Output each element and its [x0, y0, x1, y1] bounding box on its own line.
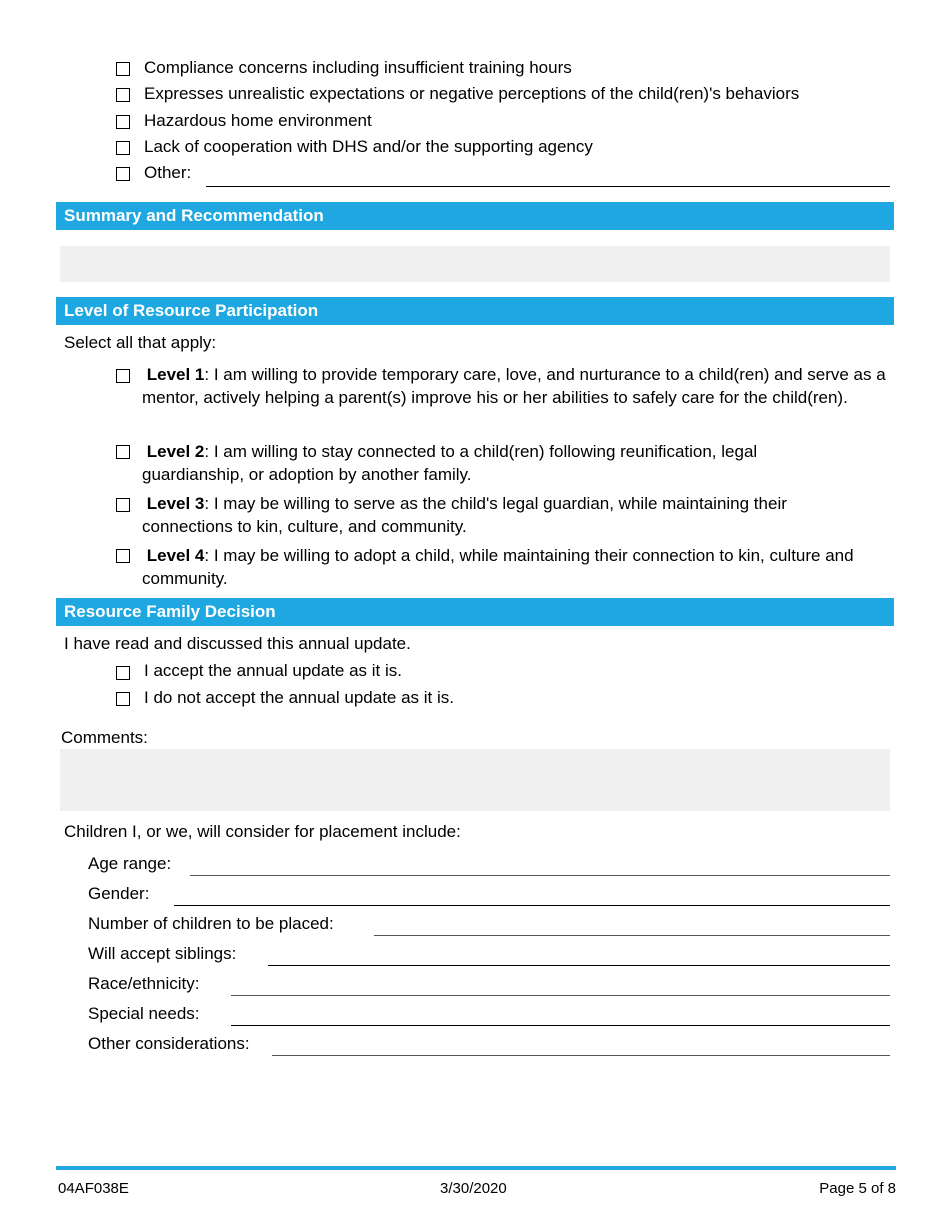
- race-ethnicity-input[interactable]: [231, 995, 890, 996]
- checkbox-expectations[interactable]: [116, 88, 130, 102]
- comments-label: Comments:: [61, 728, 148, 747]
- checkbox-level-3[interactable]: [116, 498, 130, 512]
- number-children-input[interactable]: [374, 935, 890, 936]
- checkbox-level-2[interactable]: [116, 445, 130, 459]
- comments-input-field[interactable]: [60, 749, 890, 811]
- accept-option-label: I accept the annual update as it is.: [144, 661, 403, 680]
- checkbox-level-4[interactable]: [116, 549, 130, 563]
- level-4-description: [142, 544, 894, 590]
- age-range-label: Age range:: [88, 854, 172, 873]
- concern-label: Other:: [144, 163, 192, 182]
- siblings-label: Will accept siblings:: [88, 944, 237, 963]
- concern-label: Compliance concerns including insufficient training hours: [144, 58, 572, 77]
- footer-divider: [56, 1166, 896, 1170]
- other-input-line[interactable]: [206, 186, 890, 187]
- section-header-level: Level of Resource Participation: [56, 297, 894, 325]
- gender-label: Gender:: [88, 884, 150, 903]
- summary-input-field[interactable]: [60, 246, 890, 282]
- checkbox-compliance[interactable]: [116, 62, 130, 76]
- placement-intro: Children I, or we, will consider for placement include:: [64, 822, 461, 841]
- level-label: Level 1: [146, 365, 205, 384]
- level-text: : I am willing to provide temporary care, love, and nurturance to a child(ren) and serve as a mentor, actively helping a parent(s) improve his or her abilities to safely care for the child(ren).: [142, 365, 886, 407]
- checkbox-lack-cooperation[interactable]: [116, 141, 130, 155]
- checkbox-other[interactable]: [116, 167, 130, 181]
- concern-label: Hazardous home environment: [144, 111, 372, 130]
- checkbox-hazardous-home[interactable]: [116, 115, 130, 129]
- concern-label: Expresses unrealistic expectations or negative perceptions of the child(ren)'s behaviors: [144, 84, 800, 103]
- level-text: : I may be willing to adopt a child, while maintaining their connection to kin, culture and community.: [142, 546, 854, 588]
- gender-input[interactable]: [174, 905, 890, 906]
- special-needs-label: Special needs:: [88, 1004, 200, 1023]
- checkbox-level-1[interactable]: [116, 369, 130, 383]
- concern-label: Lack of cooperation with DHS and/or the supporting agency: [144, 137, 593, 156]
- page-number: Page 5 of 8: [819, 1180, 896, 1197]
- decision-statement: I have read and discussed this annual update.: [64, 634, 411, 653]
- checkbox-accept[interactable]: [116, 666, 130, 680]
- form-number: 04AF038E: [58, 1180, 129, 1197]
- number-children-label: Number of children to be placed:: [88, 914, 334, 933]
- not-accept-option-label: I do not accept the annual update as it is.: [144, 688, 454, 707]
- level-1-description: [142, 363, 894, 409]
- level-2-description: [142, 440, 862, 486]
- other-considerations-input[interactable]: [272, 1055, 890, 1056]
- checkbox-not-accept[interactable]: [116, 692, 130, 706]
- age-range-input[interactable]: [190, 875, 890, 876]
- level-3-description: [142, 492, 882, 538]
- section-header-decision: Resource Family Decision: [56, 598, 894, 626]
- level-text: : I am willing to stay connected to a child(ren) following reunification, legal guardianship, or adoption by another family.: [142, 442, 758, 484]
- form-date: 3/30/2020: [440, 1180, 507, 1197]
- level-label: Level 2: [146, 442, 205, 461]
- siblings-input[interactable]: [268, 965, 890, 966]
- other-considerations-label: Other considerations:: [88, 1034, 250, 1053]
- level-label: Level 4: [146, 546, 205, 565]
- select-all-instruction: Select all that apply:: [64, 333, 217, 352]
- level-text: : I may be willing to serve as the child's legal guardian, while maintaining their connections to kin, culture, and community.: [142, 494, 787, 536]
- special-needs-input[interactable]: [231, 1025, 890, 1026]
- level-label: Level 3: [146, 494, 205, 513]
- race-ethnicity-label: Race/ethnicity:: [88, 974, 200, 993]
- section-header-summary: Summary and Recommendation: [56, 202, 894, 230]
